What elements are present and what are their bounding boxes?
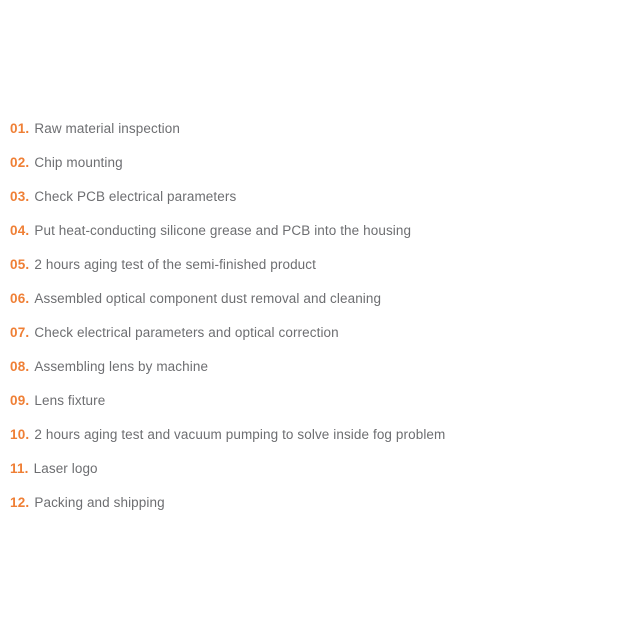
- step-number: 05.: [10, 257, 30, 272]
- step-label: Assembled optical component dust removal and cleaning: [34, 291, 382, 306]
- list-item: [0, 418, 640, 452]
- list-item: [0, 316, 640, 350]
- step-label: Laser logo: [33, 461, 98, 476]
- step-number: 09.: [10, 393, 30, 408]
- step-number: 04.: [10, 223, 30, 238]
- list-item: [0, 112, 640, 146]
- step-label: Put heat-conducting silicone grease and PCB into the housing: [34, 223, 412, 238]
- step-label: Check PCB electrical parameters: [34, 189, 237, 204]
- step-label: Check electrical parameters and optical correction: [34, 325, 339, 340]
- list-item: [0, 248, 640, 282]
- step-number: 01.: [10, 121, 30, 136]
- list-item: [0, 350, 640, 384]
- step-number: 02.: [10, 155, 30, 170]
- step-number: 12.: [10, 495, 30, 510]
- step-number: 03.: [10, 189, 30, 204]
- step-label: Lens fixture: [34, 393, 106, 408]
- list-item: [0, 282, 640, 316]
- step-label: Raw material inspection: [34, 121, 180, 136]
- step-number: 08.: [10, 359, 30, 374]
- list-item: [0, 146, 640, 180]
- step-number: 06.: [10, 291, 30, 306]
- step-number: 07.: [10, 325, 30, 340]
- list-item: [0, 214, 640, 248]
- list-item: [0, 180, 640, 214]
- step-label: Packing and shipping: [34, 495, 165, 510]
- list-item: [0, 384, 640, 418]
- process-steps-list: [0, 112, 640, 520]
- step-number: 11.: [10, 461, 29, 476]
- step-label: Assembling lens by machine: [34, 359, 209, 374]
- step-label: 2 hours aging test and vacuum pumping to solve inside fog problem: [34, 427, 446, 442]
- step-label: Chip mounting: [34, 155, 123, 170]
- step-label: 2 hours aging test of the semi-finished product: [34, 257, 316, 272]
- list-item: [0, 452, 640, 486]
- list-item: [0, 486, 640, 520]
- step-number: 10.: [10, 427, 30, 442]
